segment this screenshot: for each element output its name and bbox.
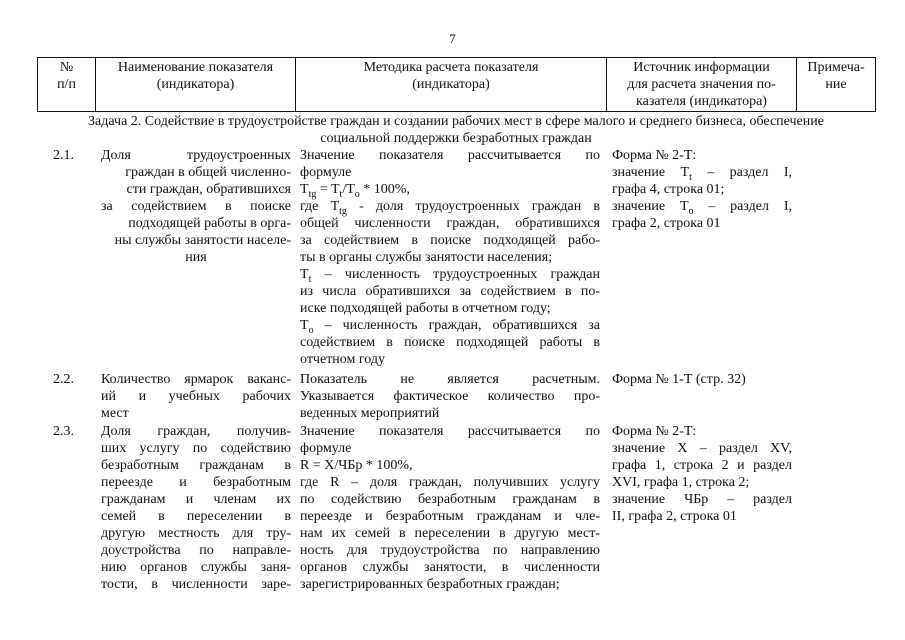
row-number: 2.3.: [53, 424, 74, 439]
header-num: № п/п: [38, 58, 96, 112]
header-method: Методика расчета показателя (индикатора): [296, 58, 607, 112]
row-number: 2.1.: [53, 148, 74, 163]
page-number: 7: [449, 31, 456, 46]
row-number: 2.2.: [53, 372, 74, 387]
header-name: Наименование показателя (индикатора): [96, 58, 296, 112]
task-title: Задача 2. Содействие в трудоустройстве граждан и создании рабочих мест в сфере малого и среднего бизнеса, обеспечение социальной поддержки безработных граждан: [88, 114, 824, 146]
information-source: Форма № 1-Т (стр. 32): [612, 372, 746, 387]
calculation-method: Значение показателя рассчитывается по формуле $T_{tg} = T_t/T_o * 100\%$, где $T_{tg}$ - доля трудоустроенных граждан в общей численности граждан, обратившихся за содействием в поиске подходящей рабо- ты в органы службы занятости населения; $T_t$ – численность трудоустроенных граждан из числа обратившихся за содействием в по- иске подходящей работы в отчетном году; $T_o$ – численность граждан, обратившихся за содействием в поиске подходящей работы в отчетном году: [300, 148, 601, 367]
table-header: [37, 57, 876, 112]
formula: R = X/ЧБр * 100%,: [300, 458, 413, 473]
formula: $T_{tg} = T_t/T_o * 100\%$,: [300, 182, 410, 200]
indicator-name: Доля трудоустроенных граждан в общей численно- сти граждан, обратившихся за содействием в поиске подходящей работы в орга- ны службы занятости населе- ния: [101, 148, 291, 265]
indicator-name: Количество ярмарок ваканс- ий и учебных рабочих мест: [101, 372, 291, 421]
information-source: Форма № 2-Т: значение $T_t$ – раздел I, графа 4, строка 01; значение $T_o$ – раздел I, графа 2, строка 01: [612, 148, 792, 231]
header-source: Источник информации для расчета значения по- казателя (индикатора): [607, 58, 797, 112]
calculation-method: Значение показателя рассчитывается по формуле R = X/ЧБр * 100%, где R – доля граждан, получивших услугу по содействию безработным гражданам в переезде и безработным гражданам и чле- нам их семей в переселении в другую мест- ность для трудоустройства по направлению органов службы занятости, в численности зарегистрированных безработных граждан;: [300, 424, 600, 592]
indicator-name: Доля граждан, получив- ших услугу по содействию безработным гражданам в переезде и безработным гражданам и членам их семей в переселении в другую местность для тру- доустройства по направле- нию органов службы заня- тости, в численности заре-: [101, 424, 291, 592]
information-source: Форма № 2-Т: значение X – раздел XV, графа 1, строка 2 и раздел XVI, графа 1, строка 2; значение ЧБр – раздел II, графа 2, строка 01: [612, 424, 792, 524]
header-note: Примеча- ние: [797, 58, 876, 112]
calculation-method: Показатель не является расчетным. Указывается фактическое количество про- веденных мероприятий: [300, 372, 600, 421]
